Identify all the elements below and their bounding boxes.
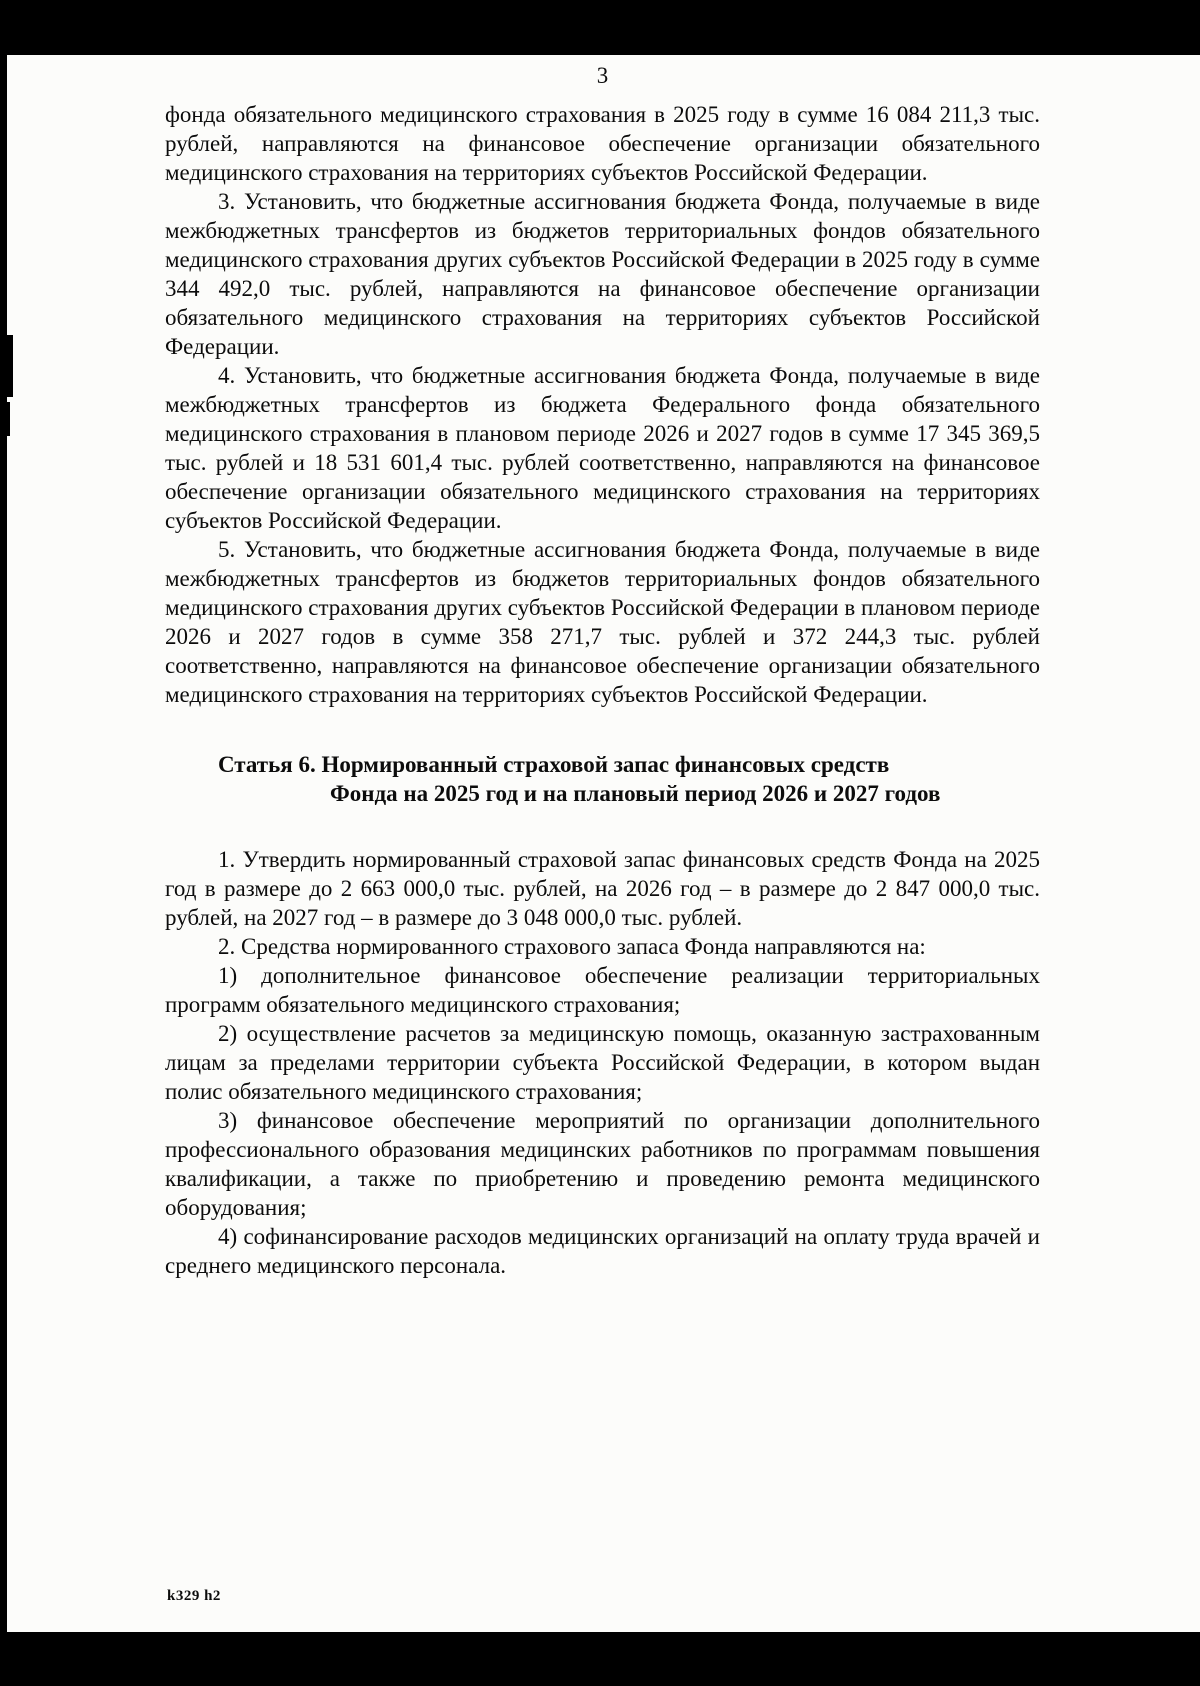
article-6-heading-line-1: Статья 6. Нормированный страховой запас финансовых средств (218, 752, 890, 777)
subpara-2: 2) осуществление расчетов за медицинскую помощь, оказанную застрахованным лицам за пределами территории субъекта Российской Федерации, в котором выдан полис обязательного медицинского страхования; (165, 1021, 1040, 1104)
scan-artifact-left-edge (0, 0, 7, 1686)
document-body (165, 100, 1040, 1280)
scan-artifact-mark (0, 402, 10, 436)
para-point-4: 4. Установить, что бюджетные ассигнования бюджета Фонда, получаемые в виде межбюджетных трансфертов из бюджета Федерального фонда обязательного медицинского страхования в плановом периоде 2026 и 2027 годов в сумме 17 345 369,5 тыс. рублей и 18 531 601,4 тыс. рублей соответственно, направляются на финансовое обеспечение организации обязательного медицинского страхования на территориях субъектов Российской Федерации. (165, 363, 1040, 533)
para-point-2: 2. Средства нормированного страхового запаса Фонда направляются на: (218, 934, 926, 959)
subpara-3: 3) финансовое обеспечение мероприятий по организации дополнительного профессионального образования медицинских работников по программам повышения квалификации, а также по приобретению и проведению ремонта медицинского оборудования; (165, 1108, 1040, 1220)
subpara-1: 1) дополнительное финансовое обеспечение реализации территориальных программ обязательного медицинского страхования; (165, 963, 1040, 1017)
article-6-heading (165, 750, 1040, 808)
scan-artifact-bottom-bar (0, 1632, 1200, 1686)
para-point-5: 5. Установить, что бюджетные ассигнования бюджета Фонда, получаемые в виде межбюджетных трансфертов из бюджетов территориальных фондов обязательного медицинского страхования других субъектов Российской Федерации в плановом периоде 2026 и 2027 годов в сумме 358 271,7 тыс. рублей и 372 244,3 тыс. рублей соответственно, направляются на финансовое обеспечение организации обязательного медицинского страхования на территориях субъектов Российской Федерации. (165, 537, 1040, 707)
footer-code: k329 h2 (167, 1588, 221, 1604)
scan-artifact-mark (0, 335, 13, 397)
para-point-3: 3. Установить, что бюджетные ассигнования бюджета Фонда, получаемые в виде межбюджетных трансфертов из бюджетов территориальных фондов обязательного медицинского страхования других субъектов Российской Федерации в 2025 году в сумме 344 492,0 тыс. рублей, направляются на финансовое обеспечение организации обязательного медицинского страхования на территориях субъектов Российской Федерации. (165, 189, 1040, 359)
article-6-heading-line-2: Фонда на 2025 год и на плановый период 2026 и 2027 годов (330, 781, 941, 806)
scan-artifact-top-bar (0, 0, 1200, 55)
para-continuation: фонда обязательного медицинского страхования в 2025 году в сумме 16 084 211,3 тыс. рублей, направляются на финансовое обеспечение организации обязательного медицинского страхования на территориях субъектов Российской Федерации. (165, 102, 1040, 185)
para-point-1: 1. Утвердить нормированный страховой запас финансовых средств Фонда на 2025 год в размере до 2 663 000,0 тыс. рублей, на 2026 год – в размере до 2 847 000,0 тыс. рублей, на 2027 год – в размере до 3 048 000,0 тыс. рублей. (165, 847, 1040, 930)
subpara-4: 4) софинансирование расходов медицинских организаций на оплату труда врачей и среднего медицинского персонала. (165, 1224, 1040, 1278)
page-number: 3 (596, 63, 609, 88)
